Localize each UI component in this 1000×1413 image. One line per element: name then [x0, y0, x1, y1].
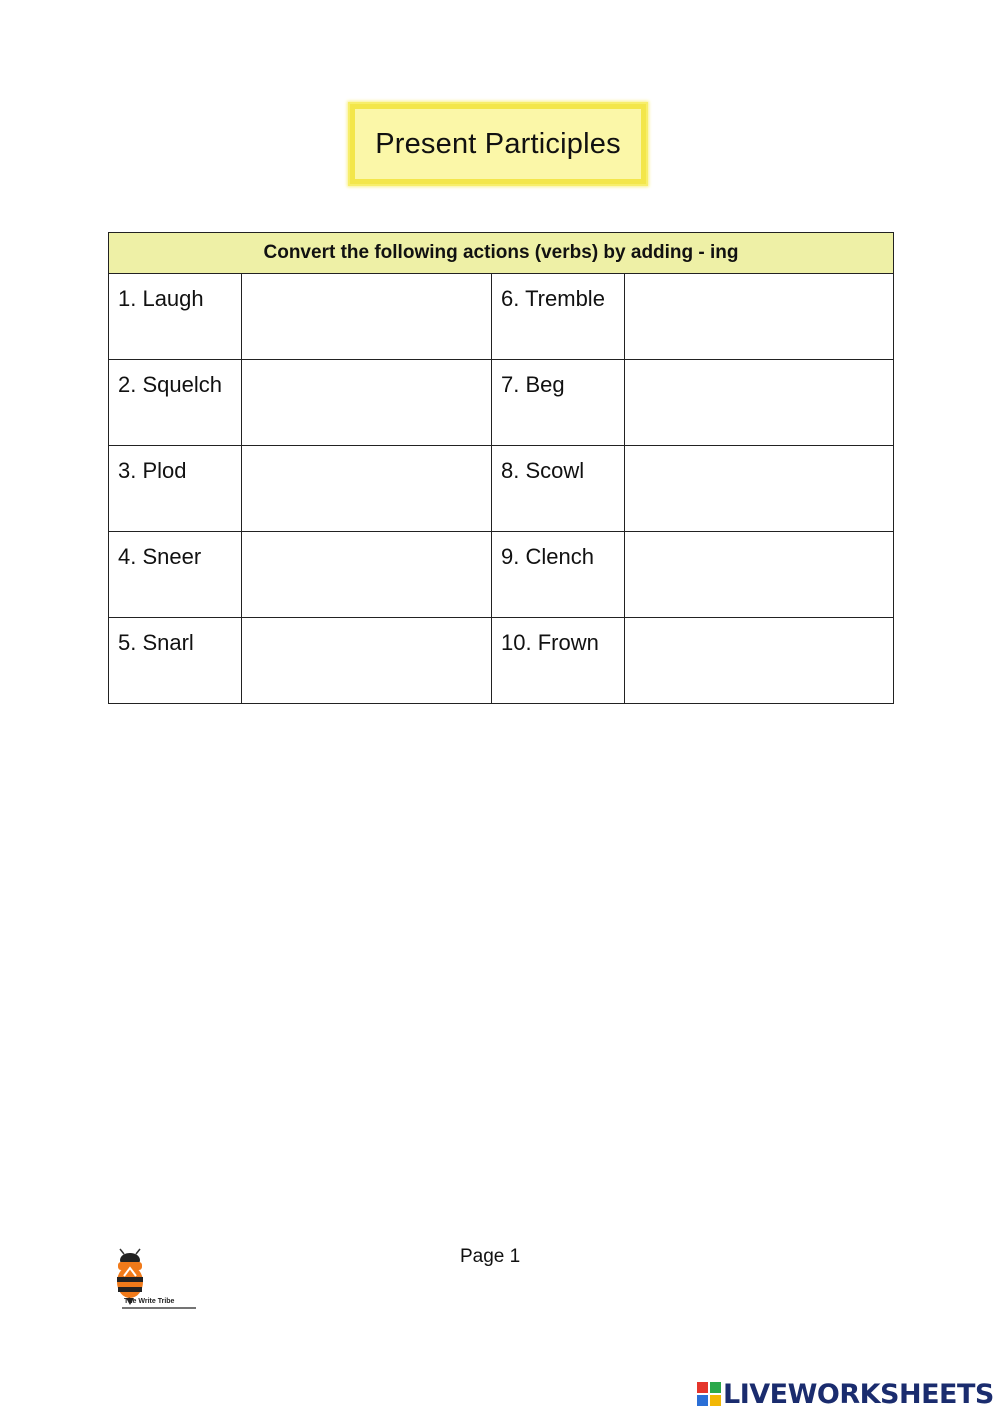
answer-cell — [242, 532, 492, 618]
table-row — [109, 532, 894, 618]
verb-cell: 9. Clench — [492, 532, 625, 618]
page-number: Page 1 — [460, 1246, 521, 1267]
table-row — [109, 360, 894, 446]
verb-cell: 6. Tremble — [492, 274, 625, 360]
answer-cell — [242, 618, 492, 704]
verb-cell: 4. Sneer — [109, 532, 242, 618]
table-row — [109, 274, 894, 360]
answer-input-2[interactable] — [242, 360, 491, 444]
table-row — [109, 618, 894, 704]
answer-cell — [242, 360, 492, 446]
verb-cell: 8. Scowl — [492, 446, 625, 532]
title-box — [350, 104, 646, 184]
verb-cell: 3. Plod — [109, 446, 242, 532]
answer-input-1[interactable] — [242, 274, 491, 358]
answer-input-7[interactable] — [625, 360, 893, 444]
instruction-header: Convert the following actions (verbs) by adding - ing — [109, 233, 894, 274]
page-title: Present Participles — [375, 127, 621, 160]
table-row — [109, 446, 894, 532]
table-header-row — [109, 233, 894, 274]
answer-cell — [242, 274, 492, 360]
answer-cell — [625, 446, 894, 532]
liveworksheets-logo-icon — [697, 1382, 721, 1406]
answer-cell — [625, 532, 894, 618]
answer-input-5[interactable] — [242, 618, 491, 702]
verb-cell: 1. Laugh — [109, 274, 242, 360]
verb-cell: 5. Snarl — [109, 618, 242, 704]
verb-cell: 7. Beg — [492, 360, 625, 446]
verb-cell: 2. Squelch — [109, 360, 242, 446]
answer-input-4[interactable] — [242, 532, 491, 616]
answer-input-9[interactable] — [625, 532, 893, 616]
answer-cell — [242, 446, 492, 532]
logo-caption: The Write Tribe — [124, 1298, 175, 1305]
answer-cell — [625, 618, 894, 704]
liveworksheets-brand[interactable] — [697, 1378, 994, 1410]
worksheet-table — [108, 232, 894, 704]
brand-name: LIVEWORKSHEETS — [723, 1378, 994, 1410]
answer-cell — [625, 360, 894, 446]
answer-input-6[interactable] — [625, 274, 893, 358]
answer-cell — [625, 274, 894, 360]
answer-input-3[interactable] — [242, 446, 491, 530]
verb-cell: 10. Frown — [492, 618, 625, 704]
answer-input-10[interactable] — [625, 618, 893, 702]
answer-input-8[interactable] — [625, 446, 893, 530]
